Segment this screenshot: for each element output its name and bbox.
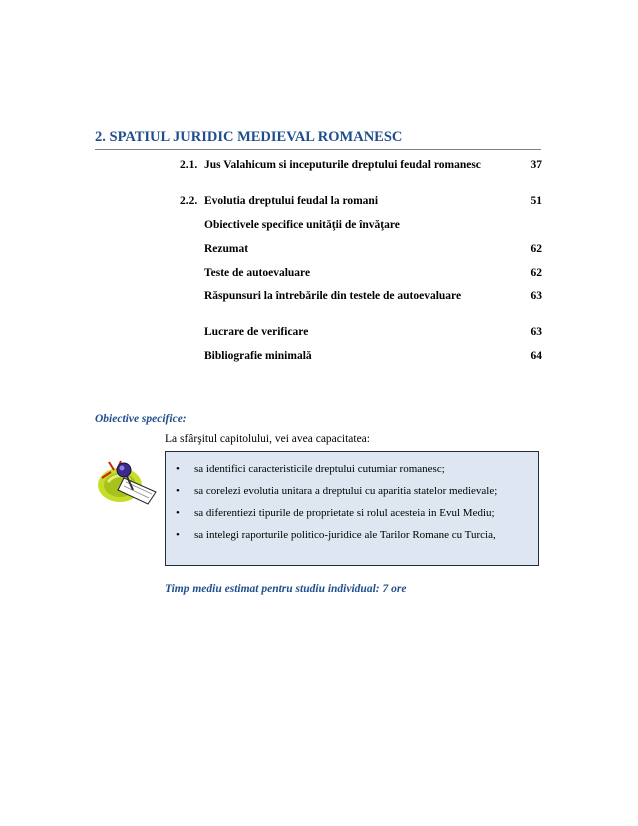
objectives-intro: La sfârşitul capitolului, vei avea capacitatea:: [165, 433, 370, 445]
objective-text: sa intelegi raporturile politico-juridice ale Tarilor Romane cu Turcia,: [194, 529, 496, 541]
toc-label: Rezumat: [204, 243, 249, 255]
pushpin-note-icon: [94, 452, 164, 512]
objective-item: [176, 506, 495, 520]
bullet: •: [176, 485, 180, 497]
toc-label: Jus Valahicum si inceputurile dreptului feudal romanesc: [204, 159, 481, 171]
toc-label: Răspunsuri la întrebările din testele de autoevaluare: [204, 290, 462, 302]
toc-page: 62: [530, 267, 542, 279]
objective-text: sa identifici caracteristicile dreptului cutumiar romanesc;: [194, 463, 445, 475]
objective-text: sa corelezi evolutia unitara a dreptului cu aparitia statelor medievale;: [194, 485, 498, 497]
toc-label: Evolutia dreptului feudal la romani: [204, 195, 379, 207]
chapter-title: 2. SPATIUL JURIDIC MEDIEVAL ROMANESC: [95, 128, 541, 150]
toc-page: 62: [530, 243, 542, 255]
toc-page: 51: [530, 195, 542, 207]
objective-item: [176, 462, 445, 476]
study-time-note: Timp mediu estimat pentru studiu individual: 7 ore: [165, 583, 407, 595]
toc-page: 37: [530, 159, 542, 171]
toc-page: 63: [530, 326, 542, 338]
toc-label: Obiectivele specifice unităţii de învăţare: [204, 219, 400, 231]
toc-label: Lucrare de verificare: [204, 326, 309, 338]
bullet: •: [176, 463, 180, 475]
toc-number: 2.2.: [180, 195, 198, 207]
toc-label: Teste de autoevaluare: [204, 267, 311, 279]
bullet: •: [176, 507, 180, 519]
toc-page: 64: [530, 350, 542, 362]
toc-label: Bibliografie minimală: [204, 350, 312, 362]
objective-item: [176, 528, 496, 542]
objectives-box: [165, 451, 539, 566]
objective-item: [176, 484, 497, 498]
objectives-heading: Obiective specifice:: [95, 413, 187, 425]
toc-page: 63: [530, 290, 542, 302]
objective-text: sa diferentiezi tipurile de proprietate si rolul acesteia in Evul Mediu;: [194, 507, 495, 519]
bullet: •: [176, 529, 180, 541]
toc-number: 2.1.: [180, 159, 198, 171]
